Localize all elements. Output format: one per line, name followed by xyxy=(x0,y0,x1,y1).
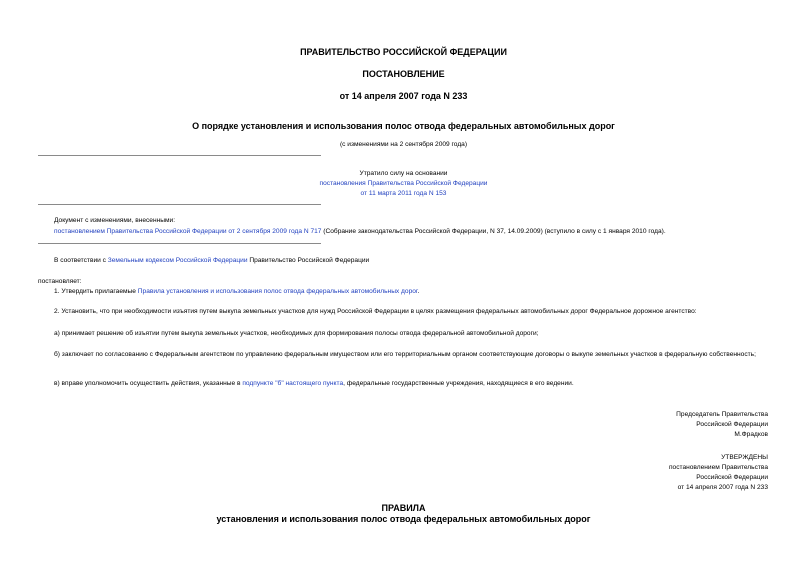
approved-label: УТВЕРЖДЕНЫ xyxy=(721,454,768,461)
rules-title: ПРАВИЛА xyxy=(381,503,426,513)
document-type-heading: ПОСТАНОВЛЕНИЕ xyxy=(362,69,445,79)
document-date-number: от 14 апреля 2007 года N 233 xyxy=(339,91,468,101)
amendments-line xyxy=(54,228,666,236)
paragraph-2a: а) принимает решение об изъятии путем выкупа земельных участков, необходимых для формирования полосы отвода федеральной автомобильной дороги; xyxy=(54,330,539,337)
paragraph-2b: б) заключает по согласованию с Федеральным агентством по управлению федеральным имуществом или его территориальным органом соответствующие договоры о выкупе земельных участков в федеральную собственность; xyxy=(54,351,756,358)
signature-name: М.Фрадков xyxy=(734,431,768,438)
amendments-intro: Документ с изменениями, внесенными: xyxy=(54,217,176,224)
paragraph-2v xyxy=(54,380,574,388)
paragraph-2: 2. Установить, что при необходимости изъятия путем выкупа земельных участков для нужд Российской Федерации в целях размещения федеральных автомобильных дорог Федеральное дорожное агентство: xyxy=(54,308,697,315)
basis-paragraph xyxy=(54,257,369,265)
basis-prefix: В соответствии с xyxy=(54,257,108,264)
validity-notice: Утратило силу на основании xyxy=(359,170,448,177)
pv-suffix: , федеральные государственные учреждения, находящиеся в его ведении. xyxy=(343,380,574,387)
paragraph-1 xyxy=(54,288,419,296)
divider xyxy=(38,204,321,205)
amendment-resolution-link[interactable]: постановлением Правительства Российской Федерации от 2 сентября 2009 года N 717 xyxy=(54,228,322,235)
validity-link-line1[interactable] xyxy=(0,180,807,188)
repeal-resolution-date-link[interactable]: от 11 марта 2011 года N 153 xyxy=(360,190,447,197)
divider xyxy=(38,243,321,244)
approved-country: Российской Федерации xyxy=(696,474,768,481)
divider xyxy=(38,155,321,156)
amendment-details: (Собрание законодательства Российской Федерации, N 37, 14.09.2009) (вступило в силу с 1 января 2010 года). xyxy=(321,228,666,235)
validity-link-line2[interactable] xyxy=(0,190,807,198)
signature-country: Российской Федерации xyxy=(696,421,768,428)
rules-subtitle: установления и использования полос отвода федеральных автомобильных дорог xyxy=(216,514,591,524)
approved-date: от 14 апреля 2007 года N 233 xyxy=(677,484,768,491)
government-heading: ПРАВИТЕЛЬСТВО РОССИЙСКОЙ ФЕДЕРАЦИИ xyxy=(300,47,507,57)
changes-note: (с изменениями на 2 сентября 2009 года) xyxy=(339,141,468,148)
p1-prefix: 1. Утвердить прилагаемые xyxy=(54,288,138,295)
subparagraph-b-link[interactable]: подпункте "б" настоящего пункта xyxy=(242,380,344,387)
resolves-word: постановляет: xyxy=(38,278,82,285)
signature-title: Председатель Правительства xyxy=(676,411,768,418)
approved-by: постановлением Правительства xyxy=(668,464,768,471)
rules-link[interactable]: Правила установления и использования полос отвода федеральных автомобильных дорог xyxy=(137,288,418,295)
basis-suffix: Правительство Российской Федерации xyxy=(247,257,370,264)
repeal-resolution-link[interactable]: постановления Правительства Российской Федерации xyxy=(319,180,488,187)
p1-suffix: . xyxy=(417,288,420,295)
document-title: О порядке установления и использования полос отвода федеральных автомобильных дорог xyxy=(192,121,615,131)
pv-prefix: в) вправе уполномочить осуществить действия, указанные в xyxy=(54,380,243,387)
land-code-link[interactable]: Земельным кодексом Российской Федерации xyxy=(107,257,248,264)
